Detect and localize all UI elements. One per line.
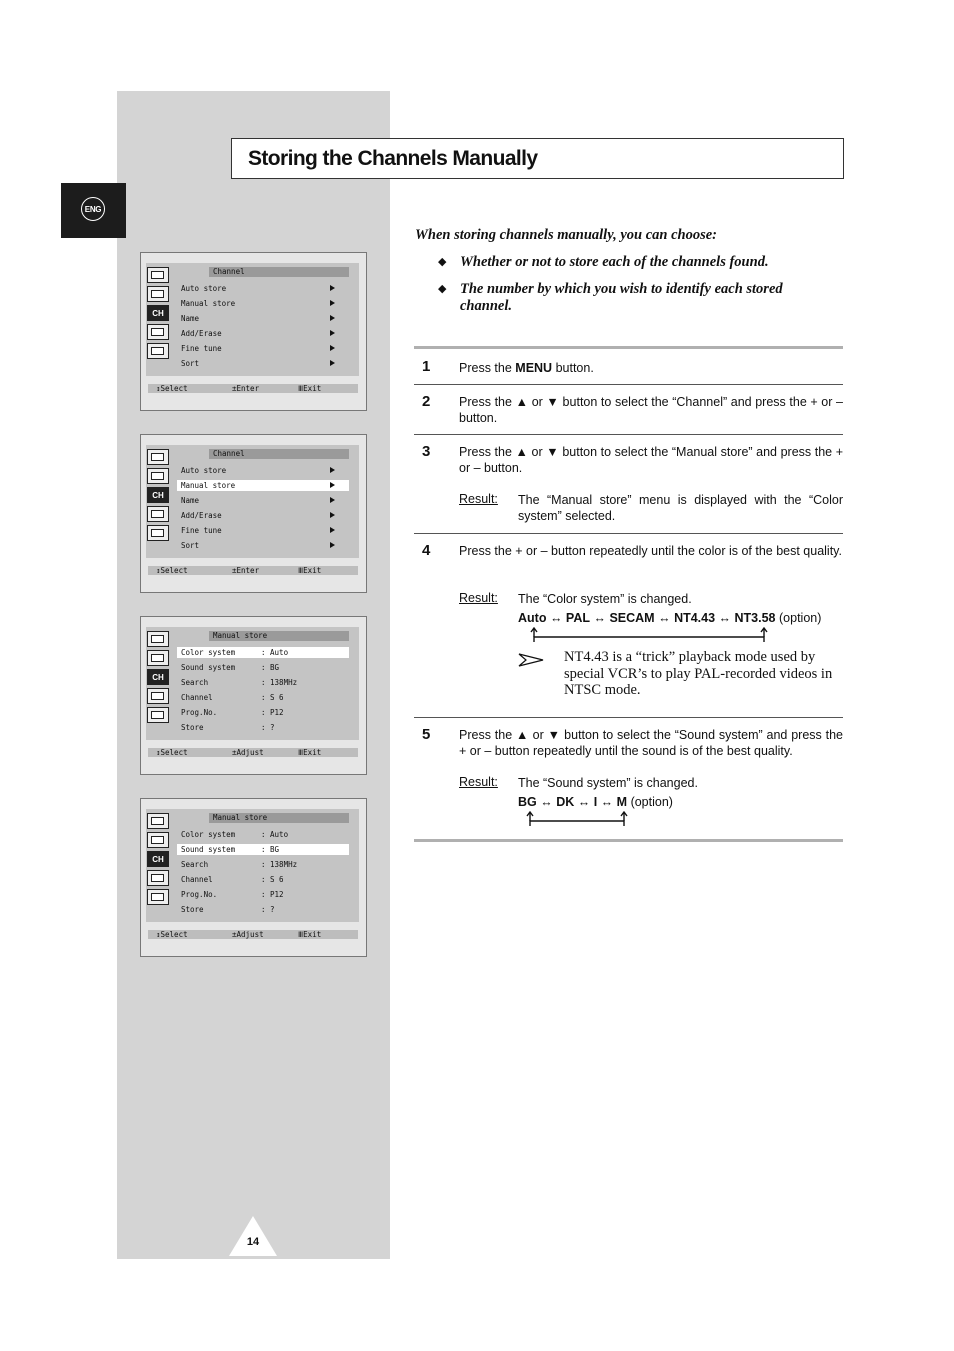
osd-menu-item-label: Auto store [181, 284, 227, 293]
right-arrow-icon [330, 360, 335, 366]
sound-icon [147, 650, 169, 666]
osd-footer [148, 384, 358, 393]
title-box [231, 138, 844, 179]
osd-menu-item[interactable] [177, 493, 349, 508]
osd-menu-item-label: Channel [181, 875, 213, 884]
language-badge: ENG [81, 197, 105, 221]
osd-menu-item[interactable] [177, 827, 349, 842]
step-3 [414, 435, 843, 534]
osd-menu-item[interactable] [177, 720, 349, 735]
osd-menu-item-value: : S 6 [261, 693, 284, 702]
osd-menu-item-value: : BG [261, 663, 280, 672]
osd-menu-item-value: : BG [261, 845, 280, 854]
osd-footer-action: ±Enter [232, 566, 260, 575]
osd-menu-item-value: : 138MHz [261, 678, 298, 687]
osd-menu-item-label: Search [181, 678, 209, 687]
diamond-icon: ◆ [438, 256, 447, 268]
osd-icon-column [147, 813, 171, 908]
steps-list [414, 346, 843, 842]
osd-menu-item-label: Add/Erase [181, 511, 222, 520]
osd-icon-column [147, 449, 171, 544]
osd-menu-item[interactable] [177, 296, 349, 311]
osd-icon-column [147, 267, 171, 362]
osd-footer-select: ↕Select [156, 384, 188, 393]
result-text: The “Sound system” is changed. [518, 776, 698, 790]
step-2 [414, 385, 843, 435]
right-arrow-icon [330, 482, 335, 488]
right-arrow-icon [330, 300, 335, 306]
osd-footer [148, 566, 358, 575]
osd-footer-exit: ⅢExit [298, 748, 322, 757]
diamond-icon: ◆ [438, 283, 447, 295]
function-icon [147, 506, 169, 522]
color-sequence: Auto ↔ PAL ↔ SECAM ↔ NT4.43 ↔ NT3.58 (option) [518, 611, 822, 625]
osd-footer-select: ↕Select [156, 566, 188, 575]
channel-icon: CH [147, 487, 169, 503]
osd-menu-item-label: Sound system [181, 663, 236, 672]
osd-menu-item-label: Prog.No. [181, 708, 218, 717]
step-text: Press the ▲ or ▼ button to select the “Sound system” and press the + or – button repeatedly until the sound is of the best quality. [459, 728, 843, 758]
osd-menu-item-value: : P12 [261, 890, 284, 899]
osd-footer-exit: ⅢExit [298, 384, 322, 393]
setup-icon [147, 525, 169, 541]
right-arrow-icon [330, 527, 335, 533]
right-arrow-icon [330, 497, 335, 503]
right-arrow-icon [330, 285, 335, 291]
picture-icon [147, 449, 169, 465]
osd-menu-item-label: Sort [181, 541, 200, 550]
step-text: Press the MENU button. [459, 361, 594, 375]
osd-menu-item-value: : ? [261, 723, 275, 732]
channel-icon: CH [147, 851, 169, 867]
right-arrow-icon [330, 542, 335, 548]
osd-menu-item-label: Manual store [181, 481, 236, 490]
osd-menu-item-value: : Auto [261, 648, 289, 657]
osd-menu-item-label: Sound system [181, 845, 236, 854]
step-number: 2 [422, 393, 431, 410]
osd-menu-item[interactable] [177, 887, 349, 902]
osd-footer [148, 930, 358, 939]
result-label: Result: [459, 492, 498, 506]
osd-menu-title: Channel [209, 449, 349, 459]
sound-sequence: BG ↔ DK ↔ I ↔ M (option) [518, 795, 673, 809]
intro-bullet [438, 254, 769, 271]
step-number: 3 [422, 443, 431, 460]
function-icon [147, 688, 169, 704]
note-pointer-icon [518, 653, 544, 667]
osd-footer-action: ±Enter [232, 384, 260, 393]
osd-icon-column [147, 631, 171, 726]
sound-icon [147, 286, 169, 302]
osd-menu-item-label: Store [181, 723, 204, 732]
step-text: Press the ▲ or ▼ button to select the “Manual store” and press the + or – button. [459, 445, 843, 475]
osd-menu-item[interactable] [177, 705, 349, 720]
sound-icon [147, 832, 169, 848]
step-number: 4 [422, 542, 431, 559]
cycle-arrow-icon [528, 627, 768, 643]
osd-menu-item-label: Store [181, 905, 204, 914]
osd-menu-item-label: Fine tune [181, 526, 222, 535]
intro-bullet-text: Whether or not to store each of the channels found. [460, 254, 769, 270]
intro [415, 227, 845, 314]
intro-bullet [438, 281, 820, 315]
osd-menu-item[interactable] [177, 281, 349, 296]
result-text: The “Color system” is changed. [518, 592, 692, 606]
osd-footer-exit: ⅢExit [298, 930, 322, 939]
step-4 [414, 534, 843, 718]
step-5 [414, 718, 843, 842]
step-text: Press the ▲ or ▼ button to select the “Channel” and press the + or – button. [459, 395, 843, 425]
osd-menu-item[interactable] [177, 902, 349, 917]
osd-screen [140, 252, 367, 411]
osd-footer-exit: ⅢExit [298, 566, 322, 575]
osd-menu-item[interactable] [177, 872, 349, 887]
osd-menu-item[interactable] [177, 842, 349, 857]
function-icon [147, 870, 169, 886]
step-number: 5 [422, 726, 431, 743]
osd-menu-title: Channel [209, 267, 349, 277]
osd-menu-item-value: : S 6 [261, 875, 284, 884]
picture-icon [147, 267, 169, 283]
result-label: Result: [459, 591, 498, 605]
osd-footer-action: ±Adjust [232, 930, 264, 939]
osd-menu-item[interactable] [177, 478, 349, 493]
osd-menu-item-label: Name [181, 496, 200, 505]
osd-menu-item[interactable] [177, 341, 349, 356]
osd-menu-item[interactable] [177, 463, 349, 478]
osd-menu-item-label: Name [181, 314, 200, 323]
picture-icon [147, 813, 169, 829]
result-text: The “Manual store” menu is displayed with the “Color system” selected. [518, 493, 843, 523]
osd-screen [140, 434, 367, 593]
osd-menu-title: Manual store [209, 813, 349, 823]
osd-menu-item[interactable] [177, 508, 349, 523]
setup-icon [147, 343, 169, 359]
osd-screen [140, 616, 367, 775]
osd-menu-item[interactable] [177, 645, 349, 660]
osd-menu-item[interactable] [177, 660, 349, 675]
osd-menu-item[interactable] [177, 326, 349, 341]
intro-lead: When storing channels manually, you can choose: [415, 227, 717, 243]
osd-menu-item-label: Manual store [181, 299, 236, 308]
osd-menu-item-label: Sort [181, 359, 200, 368]
osd-menu-item-label: Prog.No. [181, 890, 218, 899]
osd-footer-select: ↕Select [156, 930, 188, 939]
osd-menu-item-label: Add/Erase [181, 329, 222, 338]
step-number: 1 [422, 358, 431, 375]
osd-menu-item[interactable] [177, 857, 349, 872]
osd-menu-item-label: Fine tune [181, 344, 222, 353]
osd-menu-item-label: Color system [181, 830, 236, 839]
osd-menu-item-value: : ? [261, 905, 275, 914]
osd-menu-item-value: : P12 [261, 708, 284, 717]
osd-menu-item[interactable] [177, 675, 349, 690]
osd-footer [148, 748, 358, 757]
osd-menu-item[interactable] [177, 538, 349, 553]
result-label: Result: [459, 775, 498, 789]
osd-menu-item-label: Color system [181, 648, 236, 657]
step-text: Press the + or – button repeatedly until the color is of the best quality. [459, 544, 842, 558]
osd-menu-item[interactable] [177, 690, 349, 705]
intro-bullet-text: The number by which you wish to identify each stored channel. [460, 281, 783, 314]
right-arrow-icon [330, 345, 335, 351]
osd-screen [140, 798, 367, 957]
osd-footer-select: ↕Select [156, 748, 188, 757]
osd-menu-item-label: Search [181, 860, 209, 869]
right-arrow-icon [330, 315, 335, 321]
page-title: Storing the Channels Manually [248, 146, 538, 170]
function-icon [147, 324, 169, 340]
sound-icon [147, 468, 169, 484]
osd-menu-item[interactable] [177, 523, 349, 538]
note-text: NT4.43 is a “trick” playback mode used by special VCR’s to play PAL-recorded videos in NTSC mode. [564, 649, 833, 698]
picture-icon [147, 631, 169, 647]
right-arrow-icon [330, 512, 335, 518]
osd-menu-item-value: : Auto [261, 830, 289, 839]
channel-icon: CH [147, 669, 169, 685]
osd-menu-item-label: Channel [181, 693, 213, 702]
osd-menu-item-label: Auto store [181, 466, 227, 475]
osd-footer-action: ±Adjust [232, 748, 264, 757]
step-1 [414, 349, 843, 385]
page-number: 14 [246, 1236, 260, 1248]
setup-icon [147, 889, 169, 905]
osd-menu-item[interactable] [177, 311, 349, 326]
setup-icon [147, 707, 169, 723]
right-arrow-icon [330, 330, 335, 336]
osd-menu-title: Manual store [209, 631, 349, 641]
cycle-arrow-icon [524, 811, 630, 827]
osd-menu-item-value: : 138MHz [261, 860, 298, 869]
channel-icon: CH [147, 305, 169, 321]
osd-menu-item[interactable] [177, 356, 349, 371]
right-arrow-icon [330, 467, 335, 473]
